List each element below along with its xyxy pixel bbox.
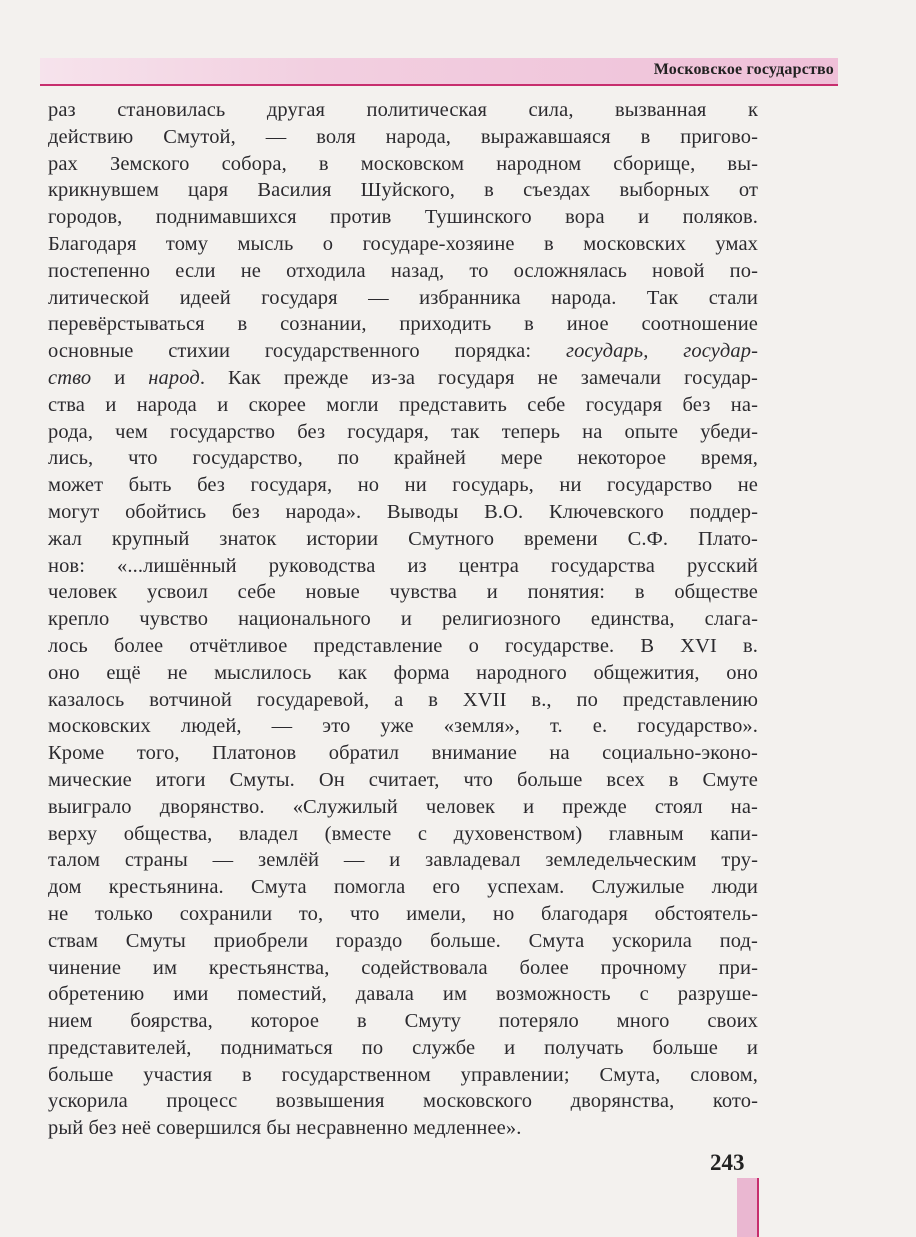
text-line: Благодаря тому мысль о государе-хозяине в московских умах: [48, 232, 758, 255]
text-line: жал крупный знаток истории Смутного времени С.Ф. Плато-: [48, 527, 758, 550]
text-line: действию Смутой, — воля народа, выражавшаяся в пригово-: [48, 125, 758, 148]
text-line: человек усвоил себе новые чувства и понятия: в обществе: [48, 581, 758, 604]
italic-term: государь, государ-: [565, 340, 759, 363]
body-text: [48, 97, 758, 1142]
text-line: раз становилась другая политическая сила, вызванная к: [48, 99, 758, 121]
text-line: казалось вотчиной государевой, а в XVII в., по представлению: [48, 688, 758, 711]
text-line: мические итоги Смуты. Он считает, что больше всех в Смуте: [48, 768, 758, 791]
text-segment: и: [91, 366, 149, 389]
page-edge-tab: [737, 1178, 759, 1237]
text-line: лись, что государство, по крайней мере некоторое время,: [48, 447, 758, 470]
running-head: Московское государство: [653, 61, 834, 78]
text-segment: основные стихии государственного порядка:: [48, 340, 566, 363]
text-line: рода, чем государство без государя, так теперь на опыте убеди-: [48, 420, 758, 443]
text-line: перевёрстываться в сознании, приходить в иное соотношение: [48, 313, 758, 336]
text-line: нов: «...лишённый руководства из центра государства русский: [48, 554, 758, 577]
page-number: 243: [710, 1150, 745, 1175]
text-line: верху общества, владел (вместе с духовенством) главным капи-: [48, 822, 758, 845]
text-line: лось более отчётливое представление о государстве. В XVI в.: [48, 634, 758, 657]
text-line: городов, поднимавшихся против Тушинского вора и поляков.: [48, 206, 758, 229]
text-line: ствам Смуты приобрели гораздо больше. Смута ускорила под-: [48, 929, 758, 952]
text-line: литической идеей государя — избранника народа. Так стали: [48, 286, 758, 309]
running-head-rule: [40, 84, 838, 86]
text-line: обретению ими поместий, давала им возможность с разруше-: [48, 983, 758, 1006]
text-line-mixed: [48, 365, 758, 392]
text-segment: . Как прежде из-за государя не замечали государ-: [199, 366, 758, 389]
text-line: выиграло дворянство. «Служилый человек и прежде стоял на-: [48, 795, 758, 818]
text-line-mixed: [48, 338, 758, 365]
text-line: постепенно если не отходила назад, то осложнялась новой по-: [48, 259, 758, 282]
text-line: крикнувшем царя Василия Шуйского, в съездах выборных от: [48, 179, 758, 202]
text-line: больше участия в государственном управлении; Смута, словом,: [48, 1063, 758, 1086]
italic-term: ство: [48, 366, 92, 389]
italic-term: народ: [148, 366, 200, 389]
text-line: не только сохранили то, что имели, но благодаря обстоятель-: [48, 902, 758, 925]
text-line: рый без неё совершился бы несравненно медленнее».: [48, 1117, 522, 1140]
text-line: крепло чувство национального и религиозного единства, слага-: [48, 608, 758, 631]
text-line: талом страны — землёй — и завладевал земледельческим тру-: [48, 849, 758, 872]
text-line: московских людей, — это уже «земля», т. е. государство».: [48, 715, 758, 738]
text-line: чинение им крестьянства, содействовала более прочному при-: [48, 956, 758, 979]
page-edge-rule: [757, 1178, 759, 1237]
text-line: дом крестьянина. Смута помогла его успехам. Служилые люди: [48, 876, 758, 899]
text-line: ства и народа и скорее могли представить себе государя без на-: [48, 393, 758, 416]
text-line: оно ещё не мыслилось как форма народного общежития, оно: [48, 661, 758, 684]
text-line: могут обойтись без народа». Выводы В.О. Ключевского поддер-: [48, 500, 758, 523]
text-line: нием боярства, которое в Смуту потеряло много своих: [48, 1010, 758, 1033]
text-line: ускорила процесс возвышения московского дворянства, кото-: [48, 1090, 758, 1113]
text-line: представителей, подниматься по службе и получать больше и: [48, 1036, 758, 1059]
text-line: Кроме того, Платонов обратил внимание на социально-эконо-: [48, 742, 758, 765]
text-line: рах Земского собора, в московском народном сборище, вы-: [48, 152, 758, 175]
text-line: может быть без государя, но ни государь, ни государство не: [48, 474, 758, 497]
